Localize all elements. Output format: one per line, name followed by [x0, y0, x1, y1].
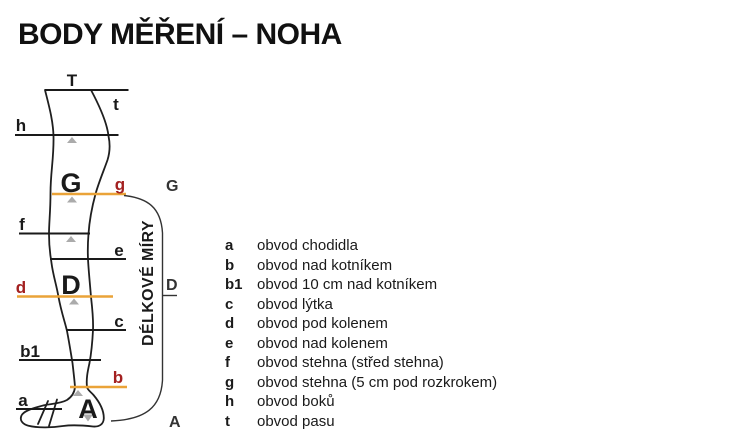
label-d: d: [15, 278, 27, 297]
foot-band-line-left: [38, 401, 48, 424]
legend-key: f: [225, 354, 230, 371]
label-f: f: [19, 215, 25, 234]
legend-key: g: [225, 373, 235, 391]
legend-row: [225, 353, 555, 373]
legend-row: [225, 314, 555, 334]
label-t: t: [113, 95, 119, 114]
bracket-label-D: D: [166, 277, 178, 294]
label-b: b: [112, 368, 124, 387]
legend-row: [225, 275, 555, 295]
label-G-big: G: [60, 168, 82, 198]
legend-row: [225, 334, 555, 354]
label-a: a: [18, 391, 28, 410]
legend-row: [225, 256, 555, 276]
legend-row: [225, 392, 555, 412]
label-e: e: [114, 241, 124, 260]
legend-row: [225, 295, 555, 315]
bracket-label-A: A: [169, 414, 181, 431]
legend-key: b1: [225, 276, 243, 293]
legend-label: obvod nad kolenem: [257, 334, 388, 352]
legend-label: obvod nad kotníkem: [257, 256, 393, 274]
label-g: g: [114, 175, 126, 194]
label-b1: b1: [20, 342, 40, 361]
legend-label: obvod pasu: [257, 412, 335, 430]
legend-row: [225, 236, 555, 256]
legend-label: obvod stehna (střed stehna): [257, 354, 444, 371]
legend-key: t: [225, 412, 230, 430]
label-A-big: A: [78, 394, 98, 424]
legend-label: obvod chodidla: [257, 237, 358, 254]
legend-key: d: [225, 315, 235, 332]
bracket-label-G: G: [166, 178, 179, 195]
legend-label: obvod pod kolenem: [257, 315, 388, 332]
label-h: h: [15, 116, 27, 135]
page-title: BODY MĚŘENÍ – NOHA: [18, 18, 342, 51]
marker-triangle-h: [67, 137, 77, 143]
legend-row: [225, 412, 555, 432]
legend-key: c: [225, 295, 234, 313]
legend-key: e: [225, 334, 234, 352]
leg-measurement-diagram: [0, 0, 215, 441]
legend-label: obvod 10 cm nad kotníkem: [257, 276, 438, 293]
legend-key: b: [225, 256, 235, 274]
marker-triangle-f: [66, 236, 76, 242]
legend-label: obvod boků: [257, 393, 335, 410]
legend-key: a: [225, 237, 234, 254]
measurement-legend: [225, 236, 555, 431]
label-T: T: [66, 71, 78, 90]
legend-key: h: [225, 393, 235, 410]
label-c: c: [114, 312, 124, 331]
legend-label: obvod stehna (5 cm pod rozkrokem): [257, 373, 498, 391]
label-D-big: D: [61, 270, 81, 300]
legend-label: obvod lýtka: [257, 295, 333, 313]
length-axis-label: DÉLKOVÉ MÍRY: [140, 220, 157, 346]
legend-row: [225, 373, 555, 393]
